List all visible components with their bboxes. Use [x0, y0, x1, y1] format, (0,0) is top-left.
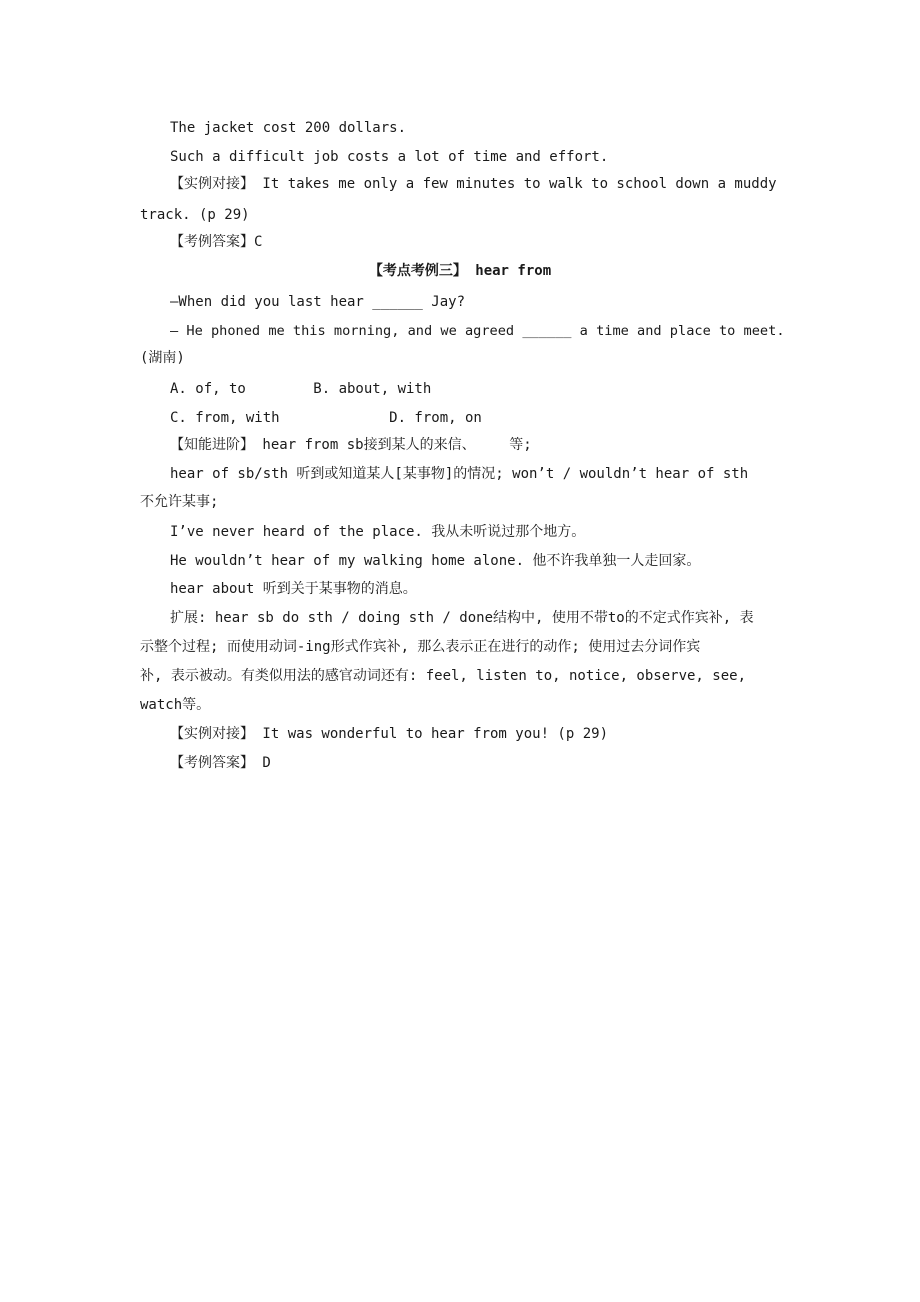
practice-link-continuation: track. (p 29)	[140, 207, 250, 223]
practice-link-line: 【实例对接】 It takes me only a few minutes to walk to school down a muddy	[170, 176, 777, 192]
section-heading: 【考点考例三】 hear from	[368, 263, 552, 279]
knowledge-continuation: 不允许某事;	[140, 494, 219, 510]
option-line: C. from, with D. from, on	[170, 410, 482, 426]
practice-link-line: 【实例对接】 It was wonderful to hear from you! (p 29)	[170, 726, 609, 742]
example-sentence: Such a difficult job costs a lot of time and effort.	[170, 149, 609, 165]
example-sentence: He wouldn’t hear of my walking home alone. 他不许我单独一人走回家。	[170, 553, 701, 569]
example-sentence: I’ve never heard of the place. 我从未听说过那个地方。	[170, 524, 586, 540]
answer-line: 【考例答案】 D	[170, 755, 271, 771]
knowledge-line: 【知能进阶】 hear from sb接到某人的来信、 等;	[170, 437, 532, 453]
answer-line: 【考例答案】C	[170, 234, 263, 250]
option-line: A. of, to B. about, with	[170, 381, 432, 397]
extension-line: 扩展: hear sb do sth / doing sth / done结构中, 使用不带to的不定式作宾补, 表	[170, 610, 754, 626]
extension-line: watch等。	[140, 697, 211, 713]
knowledge-line: hear of sb/sth 听到或知道某人[某事物]的情况; won’t / wouldn’t hear of sth	[170, 466, 749, 482]
example-sentence: The jacket cost 200 dollars.	[170, 120, 407, 136]
extension-line: 补, 表示被动。有类似用法的感官动词还有: feel, listen to, notice, observe, see,	[140, 668, 747, 684]
question-line: — He phoned me this morning, and we agreed ______ a time and place to meet.	[170, 323, 785, 339]
extension-line: 示整个过程; 而使用动词-ing形式作宾补, 那么表示正在进行的动作; 使用过去分词作宾	[140, 639, 701, 655]
question-line: —When did you last hear ______ Jay?	[170, 294, 466, 310]
question-source: (湖南)	[140, 350, 185, 366]
knowledge-line: hear about 听到关于某事物的消息。	[170, 581, 417, 597]
